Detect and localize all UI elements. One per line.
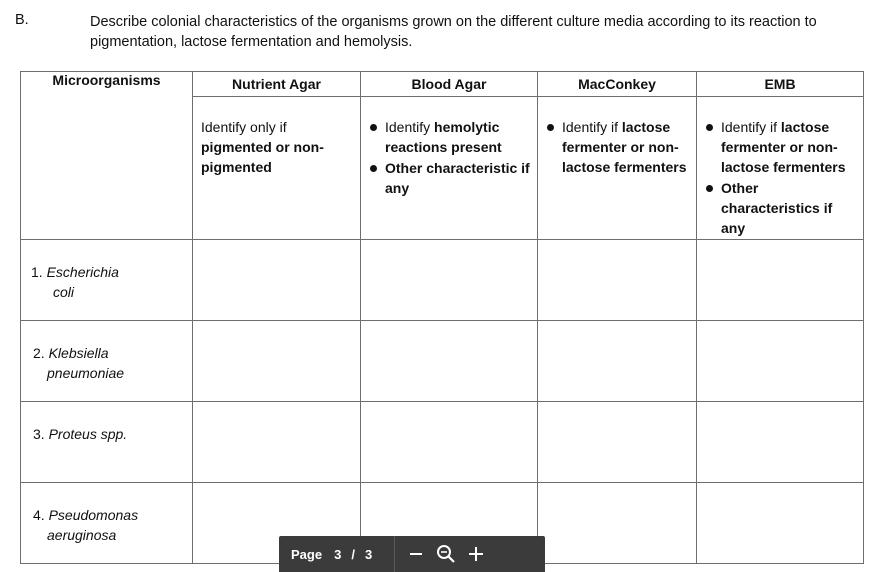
answer-cell[interactable] bbox=[193, 321, 361, 402]
organism-cell bbox=[21, 402, 193, 483]
criteria-plain: Identify if bbox=[562, 119, 622, 135]
row-header-cell bbox=[21, 72, 193, 240]
criteria-bold: lactose fermenter or non-lactose fermenters bbox=[562, 119, 687, 175]
current-page-input[interactable]: 3 bbox=[334, 546, 342, 562]
organism-cell bbox=[21, 483, 193, 564]
row-header-label: Microorganisms bbox=[52, 72, 161, 88]
organism-number: 2. bbox=[33, 345, 45, 361]
organism-name-line2: coli bbox=[53, 284, 75, 300]
table-row bbox=[21, 240, 864, 321]
section-letter: B. bbox=[15, 12, 29, 28]
answer-cell[interactable] bbox=[361, 321, 538, 402]
answer-cell[interactable] bbox=[361, 402, 538, 483]
criteria-bold: Other characteristics if any bbox=[721, 180, 833, 236]
total-pages: 3 bbox=[364, 546, 373, 562]
bullet-item bbox=[544, 117, 692, 177]
bullet-item bbox=[367, 117, 533, 157]
criteria-emb bbox=[697, 97, 864, 240]
organism-number: 3. bbox=[33, 426, 45, 442]
toolbar-divider bbox=[394, 536, 395, 572]
answer-cell[interactable] bbox=[361, 240, 538, 321]
bullet-item bbox=[703, 178, 859, 238]
answer-cell[interactable] bbox=[697, 321, 864, 402]
organism-name-line1: Klebsiella bbox=[48, 345, 109, 361]
organism-number: 4. bbox=[33, 507, 45, 523]
column-header-macconkey: MacConkey bbox=[538, 72, 697, 97]
page-label: Page bbox=[291, 546, 323, 562]
plus-icon[interactable] bbox=[461, 536, 491, 572]
answer-cell[interactable] bbox=[538, 483, 697, 564]
organism-name-line1: Pseudomonas bbox=[48, 507, 139, 523]
criteria-plain: Identify bbox=[385, 119, 435, 135]
answer-cell[interactable] bbox=[193, 240, 361, 321]
table-row bbox=[21, 402, 864, 483]
criteria-macconkey bbox=[538, 97, 697, 240]
organism-name-line2: pneumoniae bbox=[47, 365, 125, 381]
organism-number: 1. bbox=[31, 264, 43, 280]
answer-cell[interactable] bbox=[538, 240, 697, 321]
answer-cell[interactable] bbox=[697, 402, 864, 483]
criteria-bold: Other characteristic if any bbox=[385, 160, 530, 196]
criteria-bold: pigmented or non-pigmented bbox=[201, 139, 324, 175]
instructions-text: Describe colonial characteristics of the organisms grown on the different culture media according to its reaction to pigmentation, lactose fermentation and hemolysis. bbox=[90, 14, 817, 50]
organism-cell bbox=[21, 321, 193, 402]
answer-cell[interactable] bbox=[697, 240, 864, 321]
organism-name-line1: Proteus spp. bbox=[48, 426, 128, 442]
answer-cell[interactable] bbox=[193, 402, 361, 483]
answer-cell[interactable] bbox=[538, 402, 697, 483]
table-row bbox=[21, 321, 864, 402]
answer-cell[interactable] bbox=[697, 483, 864, 564]
bullet-item bbox=[703, 117, 859, 177]
answer-cell[interactable] bbox=[538, 321, 697, 402]
criteria-plain: Identify only if bbox=[201, 119, 287, 135]
page-navigation-toolbar bbox=[279, 536, 545, 572]
column-header-blood-agar: Blood Agar bbox=[361, 72, 538, 97]
criteria-blood-agar bbox=[361, 97, 538, 240]
criteria-nutrient-agar bbox=[193, 97, 361, 240]
criteria-bold: hemolytic reactions present bbox=[385, 119, 502, 155]
page-separator: / bbox=[351, 546, 355, 562]
characteristics-table bbox=[20, 71, 864, 564]
bullet-item bbox=[367, 158, 533, 198]
header-row bbox=[21, 72, 864, 97]
column-header-emb: EMB bbox=[697, 72, 864, 97]
criteria-bold: lactose fermenter or non-lactose fermenters bbox=[721, 119, 846, 175]
organism-cell bbox=[21, 240, 193, 321]
minus-icon[interactable] bbox=[401, 536, 431, 572]
column-header-nutrient-agar: Nutrient Agar bbox=[193, 72, 361, 97]
organism-name-line1: Escherichia bbox=[46, 264, 119, 280]
organism-name-line2: aeruginosa bbox=[47, 527, 117, 543]
criteria-plain: Identify if bbox=[721, 119, 781, 135]
magnifier-zoom-icon[interactable] bbox=[431, 536, 461, 572]
